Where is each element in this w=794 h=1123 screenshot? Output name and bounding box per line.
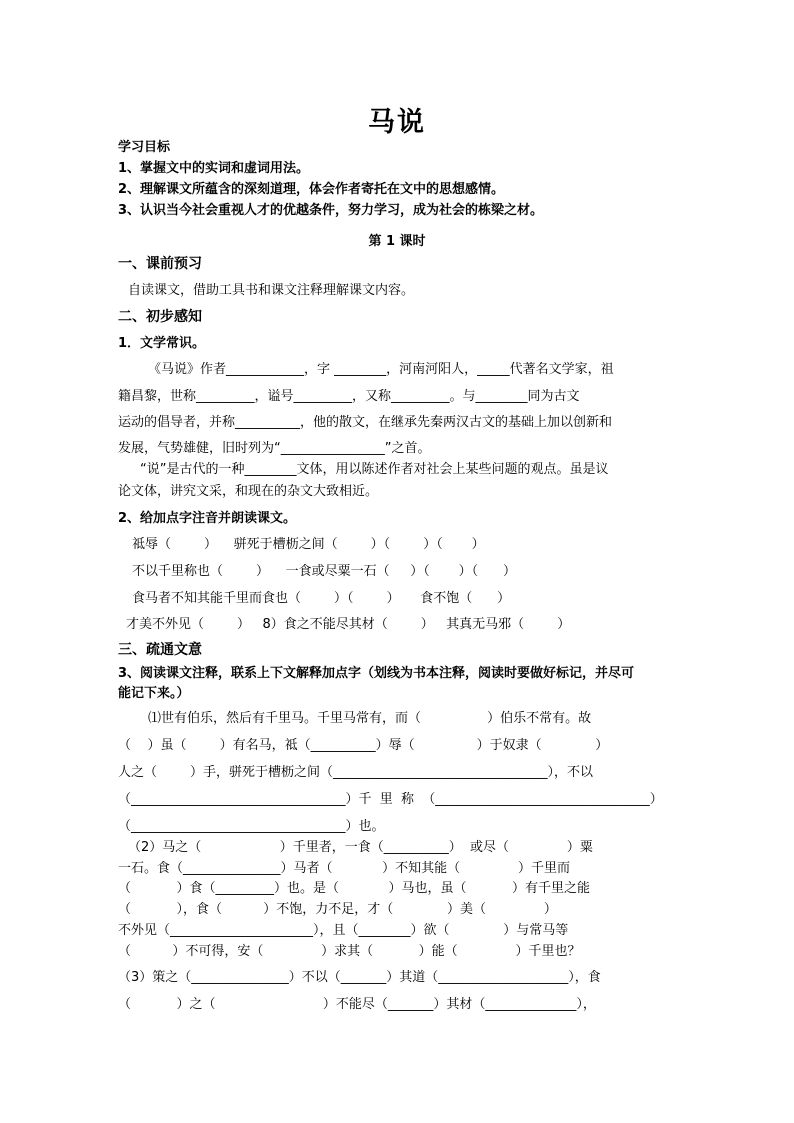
exercise-line: （ ）食（_________）也。是（ ）马也，虽（ ）有千里之能 <box>118 881 590 896</box>
text-line: 运动的倡导者，并称__________，他的散文，在继承先秦两汉古文的基础上加以创新和 <box>118 415 613 430</box>
exercise-line: （ ）虽（ ）有名马，祗（__________）辱（ ）于奴隶（ ） <box>118 738 609 753</box>
exercise-line: （_________________________________）也。 <box>118 819 385 834</box>
exercise-line: （2）马之（ ）千里者，一食（__________） 或尽（ ）粟 <box>128 840 593 855</box>
exercise-line: ⑴世有伯乐，然后有千里马。千里马常有，而（ ）伯乐不常有。故 <box>148 711 592 726</box>
pinyin-row: 才美不外见（ ） 8）食之不能尽其材（ ） 其真无马邪（ ） <box>126 617 571 632</box>
goal-item: 3、认识当今社会重视人才的优越条件，努力学习，成为社会的栋梁之材。 <box>118 203 544 218</box>
question-title: 3、阅读课文注释，联系上下文解释加点字（划线为书本注释，阅读时要做好标记，并尽可 <box>118 666 635 681</box>
exercise-line: 人之（ ）手，骈死于槽枥之间（_________________________________），不以 <box>118 765 594 780</box>
exercise-line: 一石。食（_______________）马者（ ）不知其能（ ）千里而 <box>118 861 570 876</box>
exercise-line: （ ）之（ ）不能尽（_______）其材（______________）， <box>118 997 596 1012</box>
lesson-title: 第 1 课时 <box>368 234 426 249</box>
text-line: 《马说》作者____________，字 ________，河南河阳人，_____代著名文学家，祖 <box>148 362 614 377</box>
section-text: 自读课文，借助工具书和课文注释理解课文内容。 <box>128 283 415 298</box>
exercise-line: （_________________________________）千 里 称 （_________________________________） <box>118 792 663 807</box>
goals-heading: 学习目标 <box>118 140 171 155</box>
page-title: 马说 <box>368 107 426 138</box>
goal-item: 2、理解课文所蕴含的深刻道理，体会作者寄托在文中的思想感情。 <box>118 182 505 197</box>
text-line: “说”是古代的一种________文体，用以陈述作者对社会上某些问题的观点。虽是议 <box>140 462 609 477</box>
exercise-line: （3）策之（_______________）不以（_______）其道（____________________），食 <box>118 970 601 985</box>
goal-item: 1、掌握文中的实词和虚词用法。 <box>118 161 310 176</box>
question-title: 1．文学常识。 <box>118 336 206 351</box>
exercise-line: （ ），食（ ）不饱，力不足，才（ ）美（ ） <box>118 902 557 917</box>
section-heading: 一、课前预习 <box>118 256 202 272</box>
section-heading: 二、初步感知 <box>118 309 202 325</box>
exercise-line: （ ）不可得，安（ ）求其（ ）能（ ）千里也？ <box>118 944 581 959</box>
section-heading: 三、疏通文意 <box>118 642 202 658</box>
text-line: 籍昌黎，世称_________，谥号_________，又称_________。与________同为古文 <box>118 389 580 404</box>
text-line: 发展，气势雄健，旧时列为“________________”之首。 <box>118 441 431 456</box>
pinyin-row: 食马者不知其能千里而食也（ ）（ ） 食不饱（ ） <box>132 591 511 606</box>
pinyin-row: 不以千里称也（ ） 一食或尽粟一石（ ）（ ）（ ） <box>132 564 516 579</box>
text-line: 论文体，讲究文采，和现在的杂文大致相近。 <box>118 484 379 499</box>
exercise-line: 不外见（______________________），且（________）欲（ ）与常马等 <box>118 923 569 938</box>
question-title: 能记下来。） <box>118 686 190 701</box>
question-title: 2、给加点字注音并朗读课文。 <box>118 511 297 526</box>
pinyin-row: 祗辱（ ） 骈死于槽枥之间（ ）（ ）（ ） <box>132 537 485 552</box>
